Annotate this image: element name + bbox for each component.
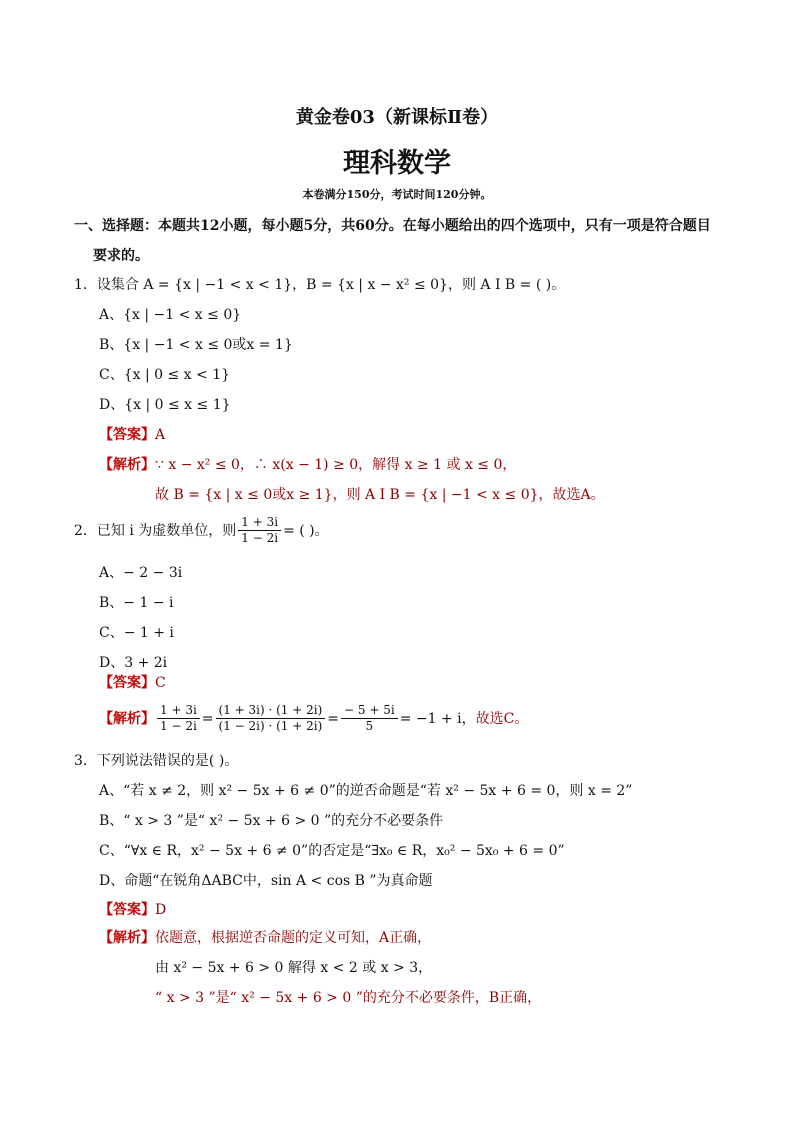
subject-title: 理科数学	[343, 148, 451, 179]
q2-option-c: C、− 1 + i	[99, 625, 174, 641]
analysis-fraction-2	[216, 703, 326, 734]
q3-analysis-line3: “ x > 3 ”是“ x² − 5x + 6 > 0 ”的充分不必要条件，B正确，	[155, 990, 542, 1006]
analysis-result: = −1 + i，	[399, 710, 476, 727]
analysis-text: ∵ x − x² ≤ 0，∴ x(x − 1) ≥ 0，解得 x ≥ 1 或 x ≤ 0，	[155, 457, 517, 473]
fraction-numerator: 1 + 3i	[238, 515, 281, 531]
q2-option-b: B、− 1 − i	[99, 595, 174, 611]
fraction-numerator: (1 + 3i) · (1 + 2i)	[216, 703, 326, 719]
q1-analysis	[99, 455, 516, 475]
fraction-denominator: 1 − 2i	[160, 719, 197, 733]
q1-answer	[99, 425, 165, 445]
answer-tag: 【答案】	[99, 675, 155, 691]
answer-value: D	[155, 902, 167, 918]
analysis-tag: 【解析】	[99, 457, 155, 473]
q1-option-c: C、{x | 0 ≤ x < 1}	[99, 367, 231, 383]
q2-fraction	[238, 515, 281, 546]
fraction-denominator: (1 − 2i) · (1 + 2i)	[218, 719, 323, 733]
q3-option-d: D、命题“在锐角ΔABC中，sin A < cos B ”为真命题	[99, 873, 433, 889]
equals-sign: =	[201, 710, 214, 727]
analysis-conclusion: 故选A。	[552, 487, 605, 503]
analysis-fraction-3	[341, 703, 398, 734]
fraction-numerator: − 5 + 5i	[341, 703, 398, 719]
analysis-text: 故 B = {x | x ≤ 0或x ≥ 1}，则 A I B = {x | −1 < x ≤ 0}，	[155, 487, 553, 503]
q3-analysis	[99, 928, 431, 948]
q2-option-a: A、− 2 − 3i	[99, 565, 183, 581]
answer-value: A	[155, 427, 166, 443]
equals-sign: =	[327, 710, 340, 727]
q3-stem: 3．下列说法错误的是( )。	[74, 753, 239, 769]
exam-title: 黄金卷03（新课标Ⅱ卷）	[295, 107, 499, 128]
section-heading-cont: 要求的。	[93, 248, 149, 264]
q1-stem: 1．设集合 A = {x | −1 < x < 1}，B = {x | x − x² ≤ 0}，则 A I B = ( )。	[74, 277, 566, 293]
answer-value: C	[155, 675, 166, 691]
q1-analysis-cont	[155, 485, 605, 505]
q3-option-b: B、“ x > 3 ”是“ x² − 5x + 6 > 0 ”的充分不必要条件	[99, 813, 444, 829]
fraction-numerator: 1 + 3i	[157, 703, 200, 719]
q3-option-a: A、“若 x ≠ 2，则 x² − 5x + 6 ≠ 0”的逆否命题是“若 x² − 5x + 6 = 0，则 x = 2”	[99, 783, 633, 799]
analysis-tag: 【解析】	[99, 930, 155, 946]
analysis-conclusion: 故选C。	[475, 710, 529, 727]
q2-analysis	[99, 703, 528, 734]
q2-stem-post: = ( )。	[283, 522, 329, 539]
answer-tag: 【答案】	[99, 427, 155, 443]
q2-stem	[74, 515, 329, 546]
answer-tag: 【答案】	[99, 902, 155, 918]
analysis-text: 依题意，根据逆否命题的定义可知，A正确，	[155, 930, 432, 946]
q1-option-d: D、{x | 0 ≤ x ≤ 1}	[99, 397, 231, 413]
q2-answer	[99, 673, 166, 693]
analysis-fraction-1	[157, 703, 200, 734]
q3-answer	[99, 900, 166, 920]
q1-option-a: A、{x | −1 < x ≤ 0}	[99, 307, 242, 323]
fraction-denominator: 1 − 2i	[241, 531, 279, 545]
q3-option-c: C、“∀x ∈ R，x² − 5x + 6 ≠ 0”的否定是“∃x₀ ∈ R，x₀² − 5x₀ + 6 = 0”	[99, 843, 565, 859]
q2-option-d: D、3 + 2i	[99, 655, 168, 671]
section-heading: 一、选择题：本题共12小题，每小题5分，共60分。在每小题给出的四个选项中，只有一项是符合题目	[74, 218, 711, 234]
fraction-denominator: 5	[365, 719, 374, 733]
analysis-tag: 【解析】	[99, 710, 155, 727]
exam-note: 本卷满分150分，考试时间120分钟。	[302, 188, 492, 201]
q3-analysis-line2: 由 x² − 5x + 6 > 0 解得 x < 2 或 x > 3，	[155, 960, 433, 976]
q1-option-b: B、{x | −1 < x ≤ 0或x = 1}	[99, 337, 293, 353]
q2-stem-pre: 2．已知 i 为虚数单位，则	[74, 522, 237, 539]
